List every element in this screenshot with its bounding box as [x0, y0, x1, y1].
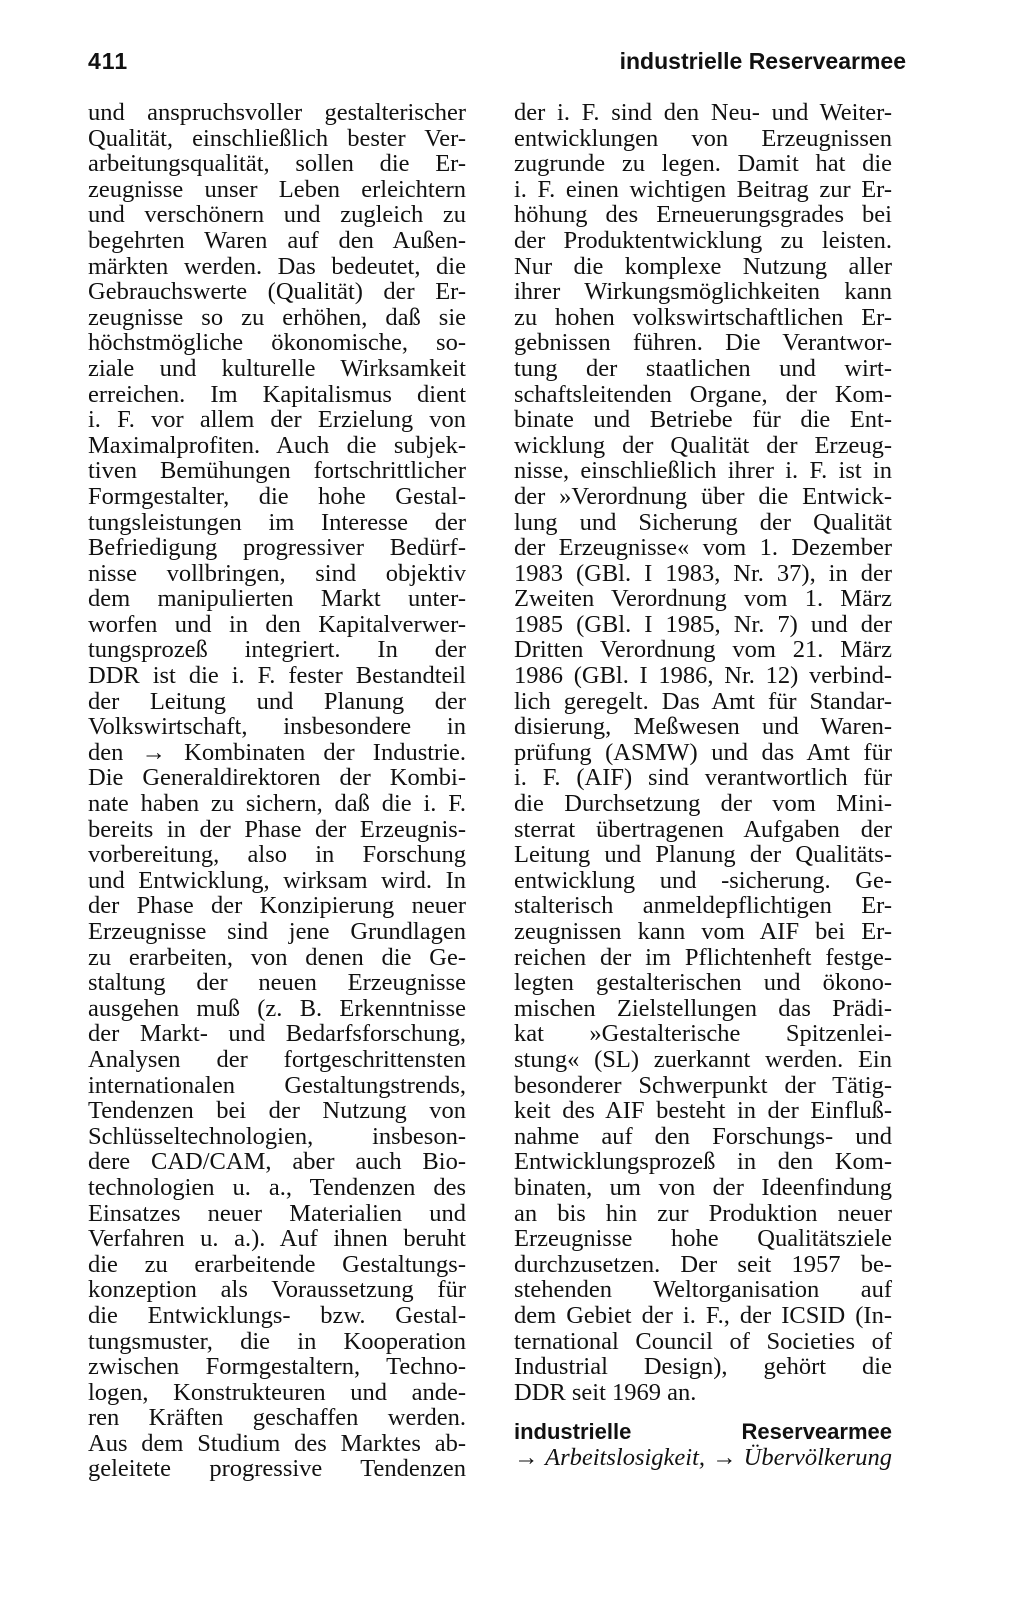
text-line: und verschönern und zugleich zu: [88, 201, 466, 229]
text-line: prüfung (ASMW) und das Amt für: [514, 738, 892, 766]
text-line: ziale und kulturelle Wirksamkeit: [88, 354, 466, 382]
text-line: nisse vollbringen, sind objektiv: [88, 559, 466, 587]
text-line: DDR seit 1969 an.: [514, 1378, 697, 1406]
text-line: Erzeugnisse sind jene Grundlagen: [88, 918, 466, 945]
text-line: der Produktentwicklung zu leisten.: [514, 226, 892, 254]
text-line: zeugnisse unser Leben erleichtern: [88, 175, 466, 203]
text-line: disierung, Meßwesen und Waren-: [514, 713, 892, 741]
text-line: nate haben zu sichern, daß die i. F.: [88, 790, 466, 818]
text-line: Befriedigung progressiver Bedürf-: [88, 534, 466, 562]
text-line: i. F. vor allem der Erzielung von: [88, 406, 466, 434]
text-line: binaten, um von der Ideenfindung: [514, 1173, 892, 1201]
text-line: logen, Konstrukteuren und ande-: [88, 1378, 466, 1406]
text-line: die Durchsetzung der vom Mini-: [514, 790, 892, 818]
text-line: binate und Betriebe für die Ent-: [514, 406, 892, 434]
text-line: Die Generaldirektoren der Kombi-: [88, 764, 466, 792]
text-line: zu erarbeiten, von denen die Ge-: [88, 943, 466, 971]
right-column: [514, 100, 892, 1470]
text-line: Leitung und Planung der Qualitäts-: [514, 841, 892, 869]
text-line: Tendenzen bei der Nutzung von: [88, 1097, 466, 1125]
text-line: zwischen Formgestaltern, Techno-: [88, 1353, 466, 1381]
text-line: die Entwicklungs- bzw. Gestal-: [88, 1301, 466, 1329]
text-line: Volkswirtschaft, insbesondere in: [88, 713, 466, 741]
text-line: entwicklung und -sicherung. Ge-: [514, 866, 892, 894]
text-line: stehenden Weltorganisation auf: [514, 1276, 892, 1304]
text-line: kat »Gestalterische Spitzenlei-: [514, 1020, 892, 1048]
text-line: der i. F. sind den Neu- und Weiter-: [514, 99, 892, 126]
text-line: Zweiten Verordnung vom 1. März: [514, 585, 892, 613]
text-line: Gebrauchswerte (Qualität) der Er-: [88, 278, 466, 306]
text-line: zugrunde zu legen. Damit hat die: [514, 150, 892, 178]
text-line: Einsatzes neuer Materialien und: [88, 1199, 466, 1227]
text-line: nahme auf den Forschungs- und: [514, 1122, 892, 1150]
text-line: zu hohen volkswirtschaftlichen Er-: [514, 303, 892, 331]
text-line: höhung des Erneuerungsgrades bei: [514, 201, 892, 229]
text-line: staltung der neuen Erzeugnisse: [88, 969, 466, 997]
text-line: Aus dem Studium des Marktes ab-: [88, 1429, 466, 1457]
text-line: Dritten Verordnung vom 21. März: [514, 636, 892, 664]
text-line: tungsprozeß integriert. In der: [88, 636, 466, 664]
text-line: stalterisch anmeldepflichtigen Er-: [514, 892, 892, 920]
text-line: tungsleistungen im Interesse der: [88, 508, 466, 536]
text-line: Qualität, einschließlich bester Ver-: [88, 124, 466, 152]
text-line: ternational Council of Societies of: [514, 1327, 892, 1355]
text-line: mischen Zielstellungen das Prädi-: [514, 994, 892, 1022]
text-line: 1983 (GBl. I 1983, Nr. 37), in der: [514, 559, 892, 587]
text-line: Analysen der fortgeschrittensten: [88, 1045, 466, 1073]
text-line: die zu erarbeitende Gestaltungs-: [88, 1250, 466, 1278]
entry-cross-reference[interactable]: → Arbeitslosigkeit, → Übervölkerung: [514, 1443, 892, 1471]
text-line: durchzusetzen. Der seit 1957 be-: [514, 1250, 892, 1278]
text-line: Schlüsseltechnologien, insbeson-: [88, 1122, 466, 1150]
text-line: legten gestalterischen und ökono-: [514, 969, 892, 997]
text-line: der Markt- und Bedarfsforschung,: [88, 1020, 466, 1048]
text-line: geleitete progressive Tendenzen: [88, 1455, 466, 1483]
text-line: der Erzeugnisse« vom 1. Dezember: [514, 534, 892, 562]
page-number: 411: [88, 48, 129, 74]
text-line: lung und Sicherung der Qualität: [514, 508, 892, 536]
text-line: tungsmuster, die in Kooperation: [88, 1327, 466, 1355]
text-line: i. F. (AIF) sind verantwortlich für: [514, 764, 892, 792]
text-line: der Phase der Konzipierung neuer: [88, 892, 466, 920]
text-line: Verfahren u. a.). Auf ihnen beruht: [88, 1225, 466, 1253]
text-line: konzeption als Voraussetzung für: [88, 1276, 466, 1304]
text-line: dem Gebiet der i. F., der ICSID (In-: [514, 1301, 892, 1329]
text-line: technologien u. a., Tendenzen des: [88, 1173, 466, 1201]
text-line: 1985 (GBl. I 1985, Nr. 7) und der: [514, 610, 892, 638]
text-line: Nur die komplexe Nutzung aller: [514, 252, 892, 280]
text-line: 1986 (GBl. I 1986, Nr. 12) verbind-: [514, 662, 892, 690]
text-line: vorbereitung, also in Forschung: [88, 841, 466, 869]
text-line: den → Kombinaten der Industrie.: [88, 738, 466, 766]
text-line: Formgestalter, die hohe Gestal-: [88, 482, 466, 510]
text-line: und anspruchsvoller gestalterischer: [88, 99, 466, 126]
entry-headword: industrielle Reservearmee: [514, 1419, 892, 1445]
text-line: dem manipulierten Markt unter-: [88, 585, 466, 613]
text-line: entwicklungen von Erzeugnissen: [514, 124, 892, 152]
text-line: Erzeugnisse hohe Qualitätsziele: [514, 1225, 892, 1253]
text-line: ausgehen muß (z. B. Erkenntnisse: [88, 994, 466, 1022]
text-line: zeugnissen kann vom AIF bei Er-: [514, 918, 892, 945]
text-line: reichen der im Pflichtenheft festge-: [514, 943, 892, 971]
left-column: [88, 100, 466, 1482]
text-line: nisse, einschließlich ihrer i. F. ist in: [514, 457, 892, 485]
running-head: industrielle Reservearmee: [619, 48, 906, 74]
text-line: märkten werden. Das bedeutet, die: [88, 252, 466, 280]
text-line: ren Kräften geschaffen werden.: [88, 1404, 466, 1432]
text-line: ihrer Wirkungsmöglichkeiten kann: [514, 278, 892, 306]
text-line: Industrial Design), gehört die: [514, 1353, 892, 1381]
text-line: der Leitung und Planung der: [88, 687, 466, 715]
text-line: DDR ist die i. F. fester Bestandteil: [88, 662, 466, 690]
text-line: keit des AIF besteht in der Einfluß-: [514, 1097, 892, 1125]
text-line: der »Verordnung über die Entwick-: [514, 482, 892, 510]
text-line: i. F. einen wichtigen Beitrag zur Er-: [514, 175, 892, 203]
text-line: stung« (SL) zuerkannt werden. Ein: [514, 1045, 892, 1073]
text-line: höchstmögliche ökonomische, so-: [88, 329, 466, 357]
text-line: lich geregelt. Das Amt für Standar-: [514, 687, 892, 715]
text-line: erreichen. Im Kapitalismus dient: [88, 380, 466, 408]
text-line: arbeitungsqualität, sollen die Er-: [88, 150, 466, 178]
text-line: besonderer Schwerpunkt der Tätig-: [514, 1071, 892, 1099]
text-line: schaftsleitenden Organe, der Kom-: [514, 380, 892, 408]
text-line: gebnissen führen. Die Verantwor-: [514, 329, 892, 357]
text-line: worfen und in den Kapitalverwer-: [88, 610, 466, 638]
text-line: dere CAD/CAM, aber auch Bio-: [88, 1148, 466, 1176]
text-line: internationalen Gestaltungstrends,: [88, 1071, 466, 1099]
text-line: Maximalprofiten. Auch die subjek-: [88, 431, 466, 459]
text-line: tiven Bemühungen fortschrittlicher: [88, 457, 466, 485]
text-line: und Entwicklung, wirksam wird. In: [88, 866, 466, 894]
text-line: zeugnisse so zu erhöhen, daß sie: [88, 303, 466, 331]
text-line: sterrat übertragenen Aufgaben der: [514, 815, 892, 843]
text-line: begehrten Waren auf den Außen-: [88, 226, 466, 254]
text-line: an bis hin zur Produktion neuer: [514, 1199, 892, 1227]
text-line: Entwicklungsprozeß in den Kom-: [514, 1148, 892, 1176]
text-line: tung der staatlichen und wirt-: [514, 354, 892, 382]
text-line: wicklung der Qualität der Erzeug-: [514, 431, 892, 459]
text-line: bereits in der Phase der Erzeugnis-: [88, 815, 466, 843]
